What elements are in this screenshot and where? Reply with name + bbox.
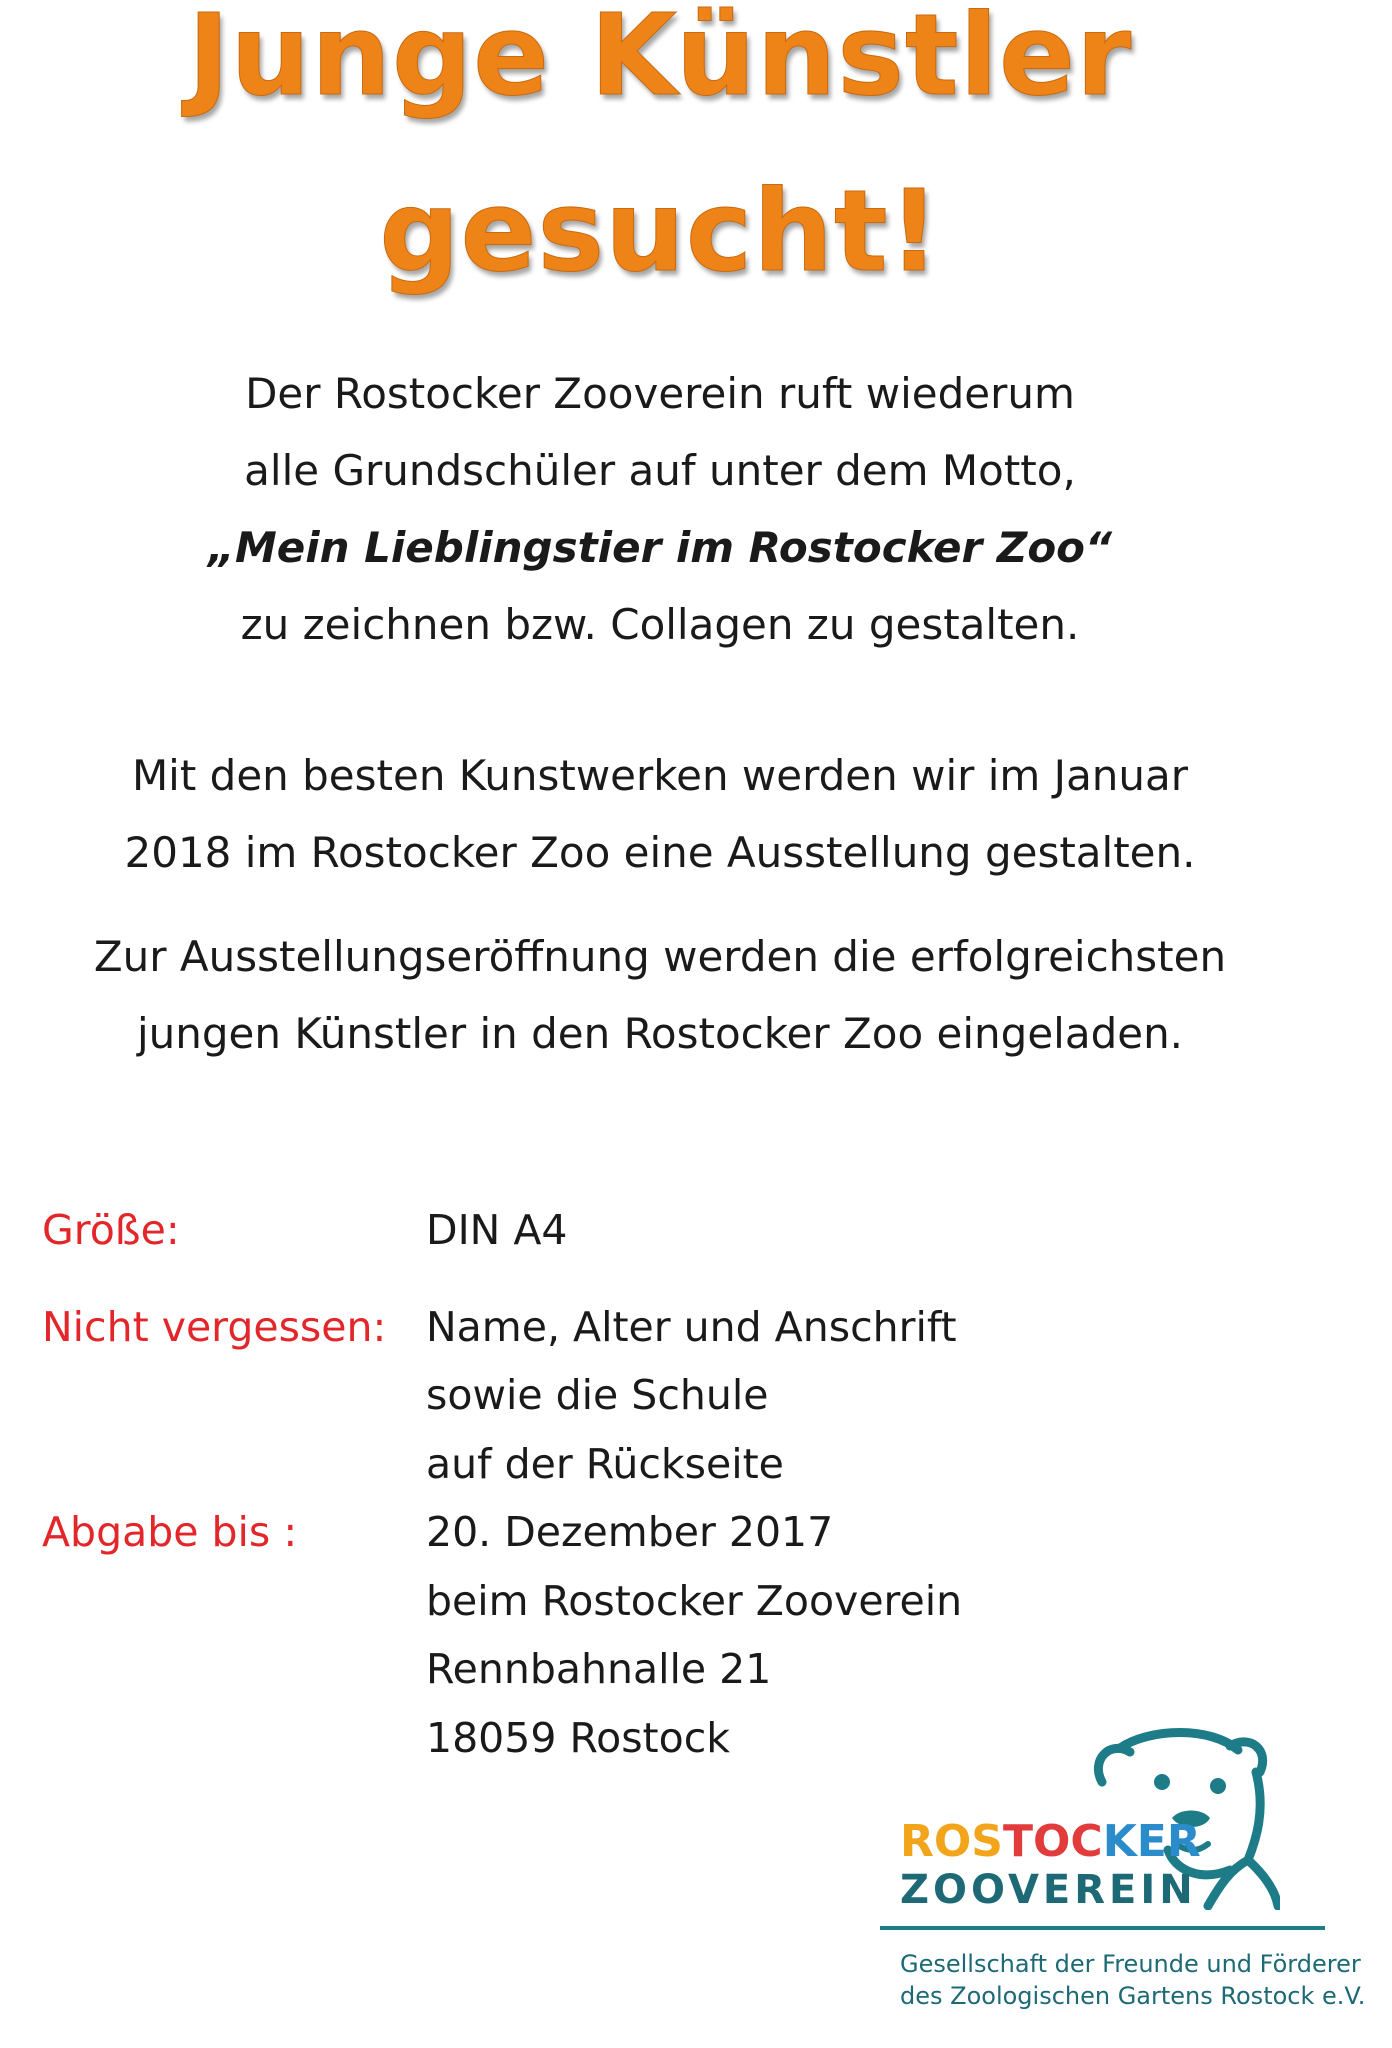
remember-lines bbox=[426, 1293, 957, 1499]
logo-subtitle bbox=[900, 1948, 1365, 2012]
intro-line-2: alle Grundschüler auf unter dem Motto, bbox=[244, 446, 1076, 495]
logo-word-zooverein: ZOOVEREIN bbox=[900, 1867, 1197, 1913]
exhibition-line-1: Mit den besten Kunstwerken werden wir im Januar bbox=[131, 751, 1189, 800]
logo-subtitle-line: des Zoologischen Gartens Rostock e.V. bbox=[900, 1982, 1366, 2010]
size-label: Größe: bbox=[42, 1206, 180, 1254]
exhibition-line-2: 2018 im Rostocker Zoo eine Ausstellung gestalten. bbox=[124, 828, 1196, 877]
exhibition-paragraph bbox=[0, 737, 1320, 891]
intro-line-1: Der Rostocker Zooverein ruft wiederum bbox=[245, 369, 1075, 418]
remember-label: Nicht vergessen: bbox=[42, 1302, 387, 1351]
deadline-line: beim Rostocker Zooverein bbox=[426, 1576, 963, 1625]
intro-line-4: zu zeichnen bzw. Collagen zu gestalten. bbox=[240, 600, 1080, 649]
logo-subtitle-line: Gesellschaft der Freunde und Förderer bbox=[900, 1950, 1361, 1978]
title-line-1: Junge Künstler bbox=[187, 0, 1133, 121]
title-line-2: gesucht! bbox=[379, 167, 941, 297]
logo-word-part: TOC bbox=[1002, 1816, 1103, 1867]
size-value: DIN A4 bbox=[426, 1206, 568, 1254]
logo-word-part: KER bbox=[1102, 1816, 1201, 1867]
remember-line: auf der Rückseite bbox=[426, 1439, 784, 1488]
zooverein-logo bbox=[880, 1720, 1366, 2035]
remember-row bbox=[42, 1293, 1042, 1499]
logo-word-rostocker bbox=[900, 1816, 1201, 1867]
size-row bbox=[42, 1196, 1042, 1265]
remember-line: Name, Alter und Anschrift bbox=[426, 1302, 957, 1351]
opening-line-1: Zur Ausstellungseröffnung werden die erfolgreichsten bbox=[93, 932, 1227, 981]
size-value-block bbox=[426, 1196, 568, 1265]
logo-word-part: ROS bbox=[900, 1816, 1003, 1867]
logo-divider bbox=[880, 1926, 1325, 1930]
deadline-label: Abgabe bis : bbox=[42, 1508, 298, 1556]
opening-paragraph bbox=[0, 918, 1320, 1072]
deadline-line: 18059 Rostock bbox=[426, 1713, 730, 1762]
deadline-line: Rennbahnalle 21 bbox=[426, 1645, 772, 1693]
motto: „Mein Lieblingstier im Rostocker Zoo“ bbox=[207, 523, 1113, 572]
intro-paragraph bbox=[0, 355, 1320, 663]
remember-line: sowie die Schule bbox=[426, 1371, 769, 1419]
details-section bbox=[42, 1196, 1042, 1772]
opening-line-2: jungen Künstler in den Rostocker Zoo eingeladen. bbox=[136, 1009, 1184, 1058]
deadline-line: 20. Dezember 2017 bbox=[426, 1508, 834, 1556]
